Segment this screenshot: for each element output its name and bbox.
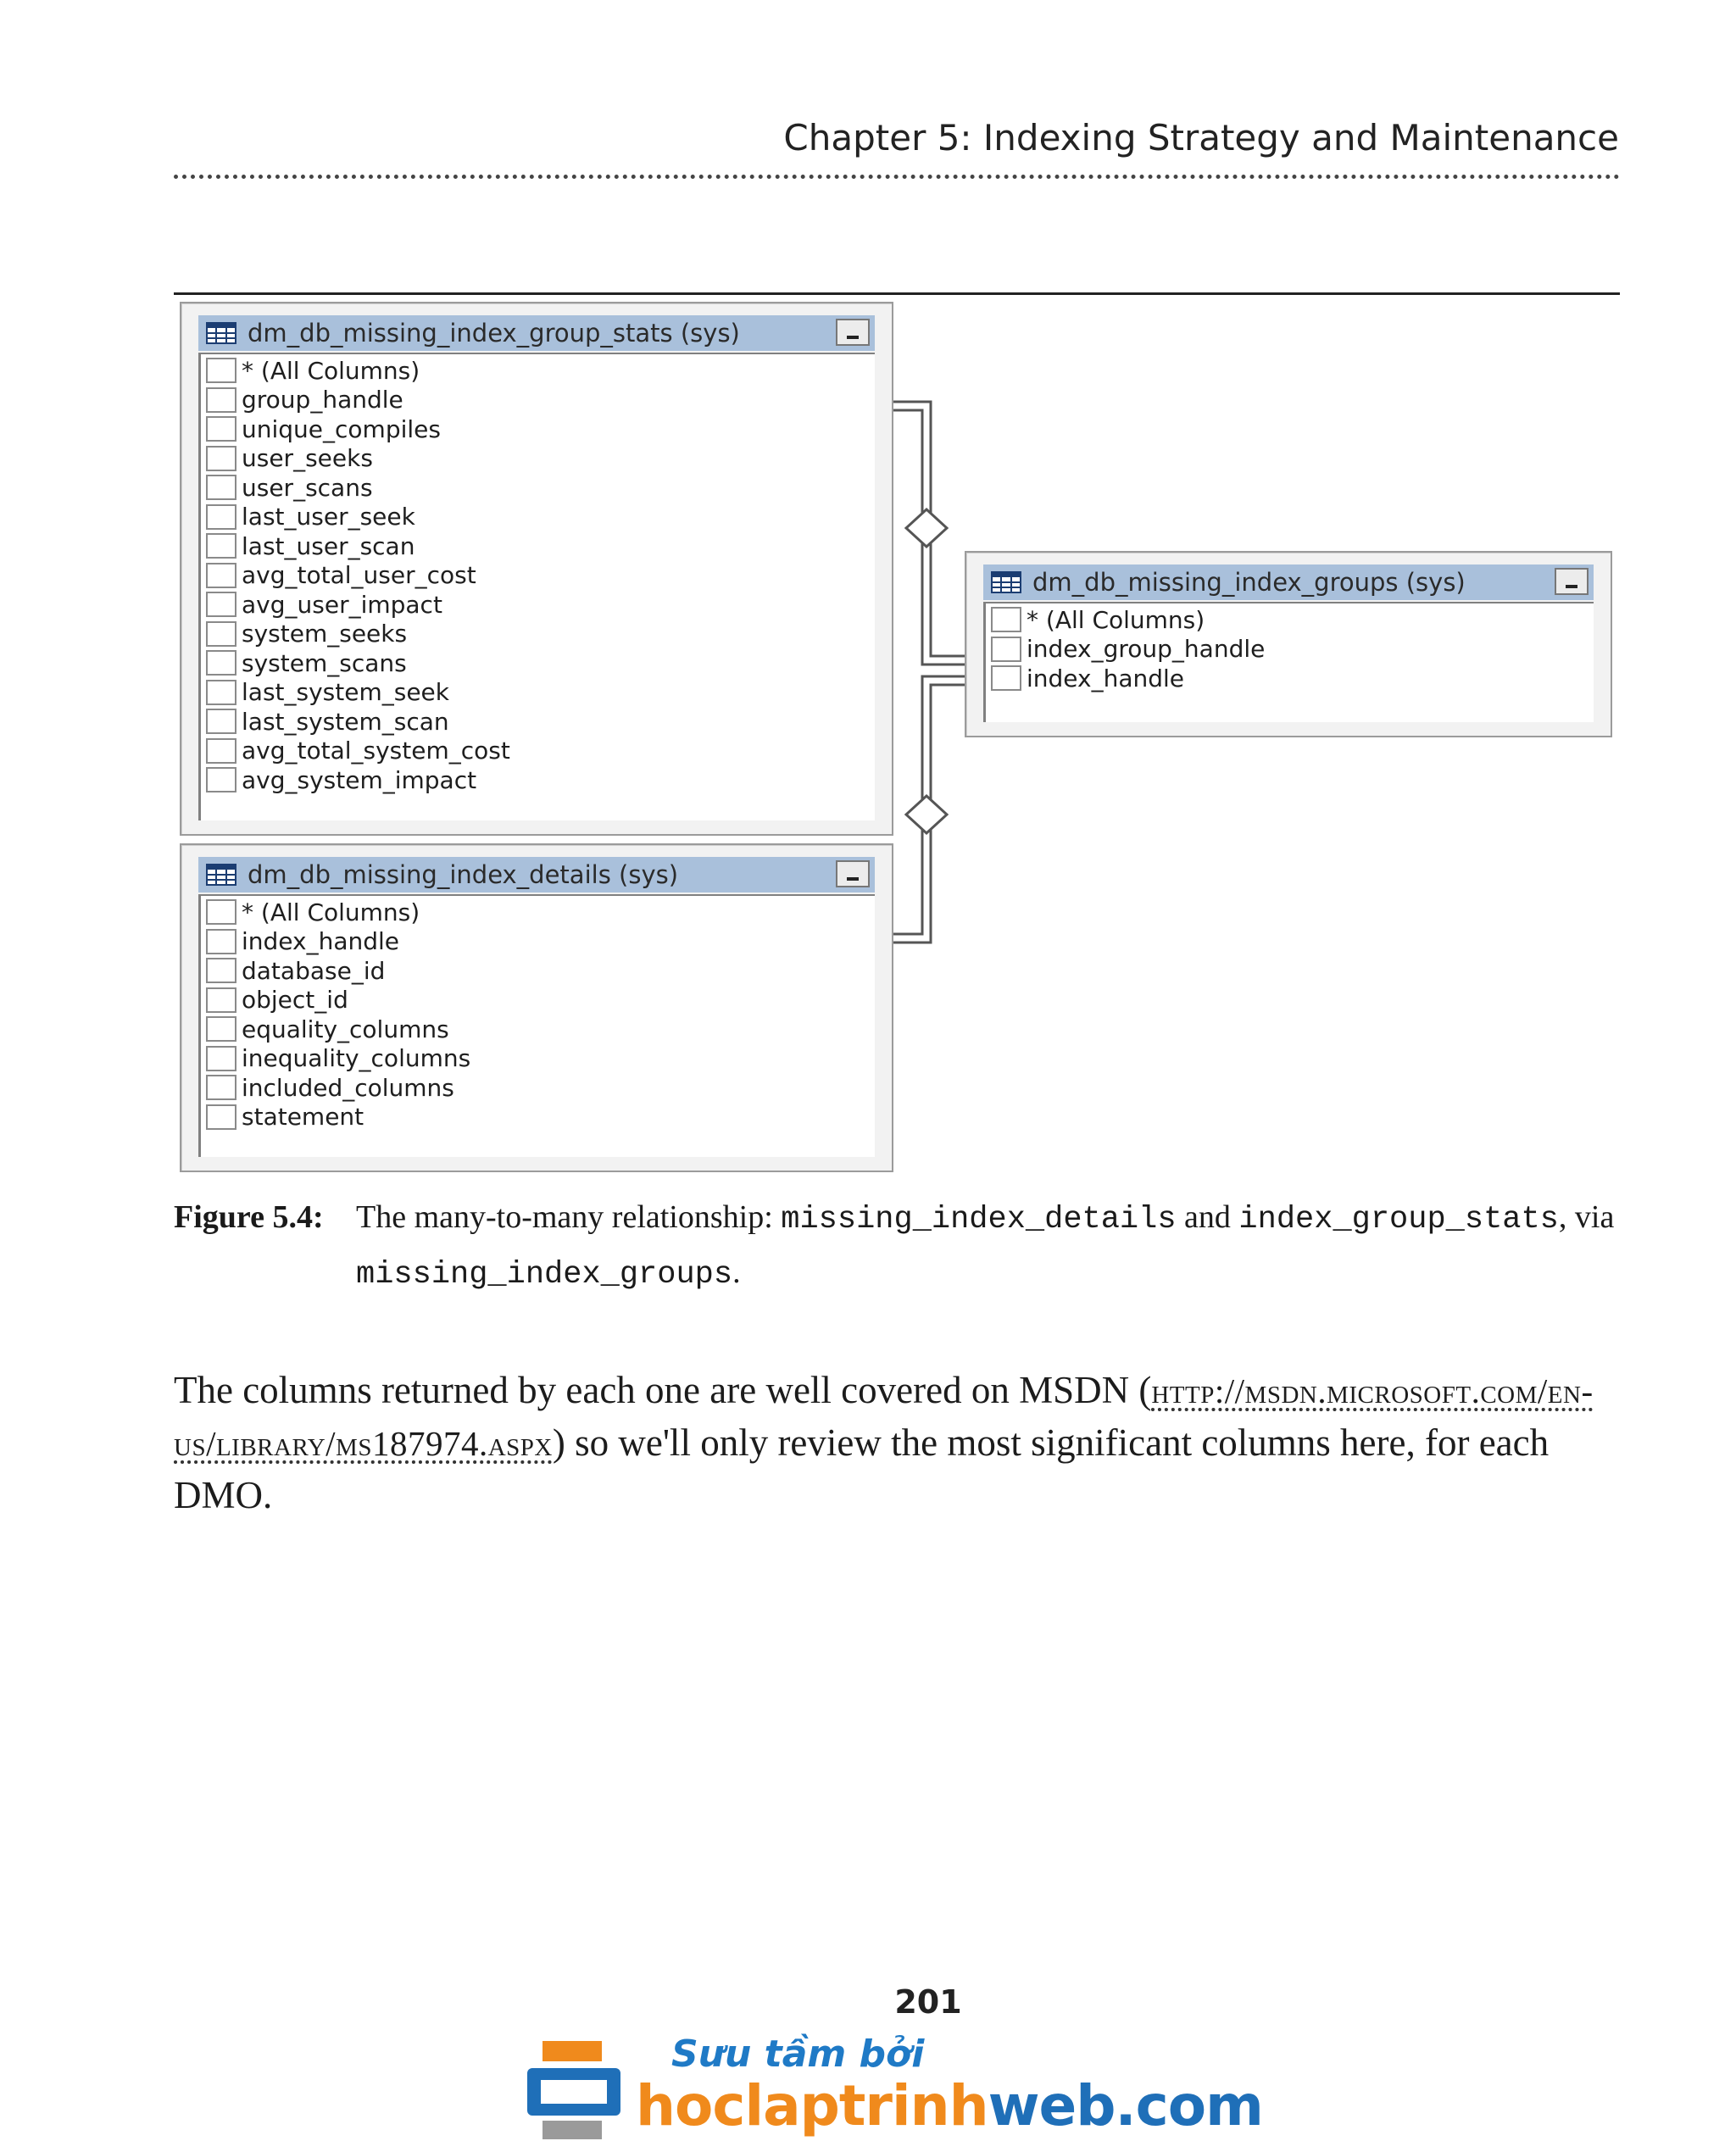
column-list (198, 894, 875, 1157)
column-row[interactable] (206, 956, 385, 986)
column-checkbox[interactable] (206, 680, 236, 705)
column-row[interactable] (206, 444, 373, 474)
column-checkbox[interactable] (206, 533, 236, 559)
paragraph-text: ) so we'll only review the most significant columns here, for each DMO. (174, 1421, 1550, 1516)
column-name: last_user_seek (242, 503, 415, 531)
column-row[interactable] (206, 1103, 364, 1132)
column-name: index_handle (1027, 664, 1185, 692)
column-name: index_group_handle (1027, 635, 1266, 664)
table-window-groups[interactable] (965, 551, 1612, 737)
caption-code: missing_index_groups (356, 1257, 733, 1293)
table-title: dm_db_missing_index_group_stats (sys) (248, 319, 740, 348)
table-titlebar[interactable] (198, 857, 875, 893)
column-checkbox[interactable] (206, 416, 236, 442)
caption-text: and (1176, 1199, 1239, 1235)
column-row[interactable] (206, 620, 407, 649)
table-icon (203, 320, 241, 347)
column-checkbox[interactable] (991, 637, 1021, 662)
column-name: statement (242, 1103, 364, 1132)
column-row[interactable] (206, 765, 476, 795)
column-row[interactable] (206, 986, 348, 1015)
watermark-site-part: hoclaptrinh (636, 2073, 988, 2138)
table-titlebar[interactable] (198, 315, 875, 351)
column-checkbox[interactable] (206, 446, 236, 471)
column-checkbox[interactable] (206, 592, 236, 617)
column-checkbox[interactable] (206, 1046, 236, 1071)
column-checkbox[interactable] (206, 958, 236, 983)
paragraph-text: The columns returned by each one are well covered on MSDN ( (174, 1369, 1152, 1411)
column-checkbox[interactable] (206, 738, 236, 764)
caption-text: The many-to-many relationship: (356, 1199, 782, 1235)
column-checkbox[interactable] (206, 929, 236, 954)
column-name: index_handle (242, 927, 400, 956)
column-row[interactable] (206, 356, 420, 386)
column-checkbox[interactable] (206, 987, 236, 1013)
column-checkbox[interactable] (206, 504, 236, 530)
column-name: system_seeks (242, 620, 408, 648)
table-icon (203, 861, 241, 888)
caption-code: missing_index_details (781, 1202, 1177, 1237)
minimize-button[interactable] (836, 860, 870, 887)
column-name: avg_system_impact (242, 765, 477, 794)
watermark-site-text (636, 2073, 1263, 2138)
caption-text: , via (1558, 1199, 1615, 1235)
body-paragraph (174, 1365, 1623, 1521)
column-name: * (All Columns) (1027, 605, 1205, 634)
column-name: * (All Columns) (242, 356, 420, 385)
column-row[interactable] (206, 386, 403, 415)
column-name: system_scans (242, 648, 407, 677)
page-number: 201 (894, 1983, 962, 2021)
column-row[interactable] (206, 590, 442, 620)
column-row[interactable] (206, 561, 476, 591)
column-name: avg_user_impact (242, 590, 442, 619)
minimize-button[interactable] (836, 319, 870, 346)
column-list (198, 353, 875, 820)
figure-caption-text (356, 1191, 1628, 1301)
table-window-group-stats[interactable] (180, 302, 893, 836)
column-checkbox[interactable] (206, 1075, 236, 1100)
caption-text: . (732, 1254, 741, 1290)
column-name: unique_compiles (242, 414, 441, 443)
column-checkbox[interactable] (206, 475, 236, 500)
column-name: object_id (242, 986, 348, 1015)
minimize-button[interactable] (1555, 568, 1589, 595)
column-row[interactable] (206, 737, 510, 766)
column-row[interactable] (206, 678, 449, 708)
watermark (527, 2033, 1263, 2141)
table-window-details[interactable] (180, 843, 893, 1172)
column-checkbox[interactable] (206, 650, 236, 676)
column-checkbox[interactable] (206, 387, 236, 413)
column-name: last_system_seek (242, 678, 449, 707)
column-row[interactable] (991, 605, 1205, 635)
watermark-logo-icon (527, 2041, 620, 2141)
column-checkbox[interactable] (206, 621, 236, 647)
column-list (983, 602, 1594, 722)
relationship-diamond-top (906, 509, 947, 547)
column-row[interactable] (991, 635, 1265, 665)
column-checkbox[interactable] (206, 767, 236, 792)
running-head: Chapter 5: Indexing Strategy and Maintenance (783, 117, 1619, 158)
column-checkbox[interactable] (206, 563, 236, 588)
column-name: user_scans (242, 473, 373, 502)
watermark-site-part: web.com (988, 2073, 1263, 2138)
column-name: avg_total_user_cost (242, 561, 476, 590)
column-name: group_handle (242, 386, 403, 414)
column-row[interactable] (991, 664, 1184, 693)
column-row[interactable] (206, 648, 407, 678)
table-titlebar[interactable] (983, 564, 1594, 600)
column-checkbox[interactable] (206, 899, 236, 925)
column-row[interactable] (206, 473, 373, 503)
column-row[interactable] (206, 503, 415, 532)
column-name: last_system_scan (242, 707, 449, 736)
caption-code: index_group_stats (1238, 1202, 1559, 1237)
column-name: included_columns (242, 1073, 454, 1102)
column-name: avg_total_system_cost (242, 737, 510, 765)
column-name: inequality_columns (242, 1044, 471, 1073)
column-row[interactable] (206, 1044, 470, 1074)
table-icon (988, 569, 1026, 596)
column-row[interactable] (206, 898, 420, 927)
msdn-link[interactable]: http://msdn.microsoft.com/en-us/library/ms187974.aspx (174, 1371, 1594, 1463)
column-checkbox[interactable] (206, 358, 236, 383)
column-row[interactable] (206, 927, 399, 957)
column-checkbox[interactable] (991, 665, 1021, 691)
relationship-diamond-bottom (906, 796, 947, 833)
column-checkbox[interactable] (206, 1104, 236, 1130)
figure-label: Figure 5.4: (174, 1199, 324, 1235)
column-name: user_seeks (242, 444, 373, 473)
table-title: dm_db_missing_index_groups (sys) (1032, 568, 1466, 597)
column-name: * (All Columns) (242, 898, 420, 926)
column-row[interactable] (206, 707, 449, 737)
watermark-top-text: Sưu tầm bởi (671, 2033, 925, 2076)
column-checkbox[interactable] (206, 1016, 236, 1042)
column-checkbox[interactable] (206, 709, 236, 734)
column-row[interactable] (206, 1073, 454, 1103)
column-name: equality_columns (242, 1015, 449, 1043)
column-row[interactable] (206, 1015, 449, 1044)
column-checkbox[interactable] (991, 607, 1021, 632)
column-name: database_id (242, 956, 386, 985)
column-row[interactable] (206, 531, 415, 561)
table-title: dm_db_missing_index_details (sys) (248, 860, 679, 889)
column-row[interactable] (206, 414, 441, 444)
column-name: last_user_scan (242, 531, 415, 560)
